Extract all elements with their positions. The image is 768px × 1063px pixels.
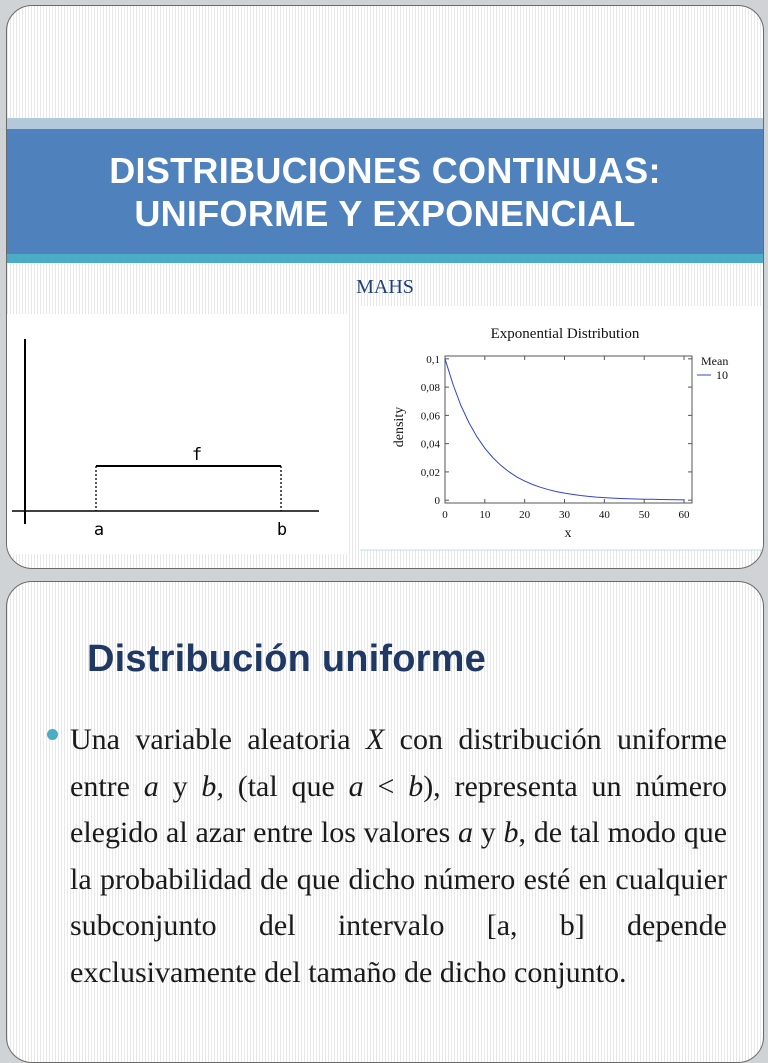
bullet-item (47, 717, 727, 996)
x-tick-label: 10 (479, 509, 491, 521)
legend-title: Mean (701, 354, 729, 368)
uniform-f-label: f (191, 445, 203, 465)
x-tick-label: 40 (598, 509, 610, 521)
content-slide (6, 581, 764, 1063)
uniform-a-label: a (93, 520, 105, 540)
exponential-chart (360, 306, 763, 550)
title-band-bottom (7, 254, 763, 263)
y-tick-label: 0,06 (420, 410, 440, 423)
x-tick-label: 60 (678, 509, 690, 521)
y-tick-label: 0,02 (420, 466, 440, 479)
x-axis-label: x (564, 526, 572, 541)
y-axis-label: density (392, 406, 407, 448)
bullet-icon (47, 729, 58, 740)
figure-svg (7, 306, 763, 556)
title-slide (6, 5, 764, 569)
figure-panel (7, 306, 763, 556)
x-tick-label: 50 (638, 509, 650, 521)
title-line-1: DISTRIBUCIONES CONTINUAS: (109, 149, 661, 191)
x-tick-label: 0 (442, 509, 448, 521)
y-tick-label: 0,1 (426, 353, 440, 366)
author-subtitle: MAHS (356, 276, 414, 298)
uniform-diagram (7, 314, 347, 554)
y-tick-label: 0,08 (420, 382, 440, 395)
y-tick-label: 0,04 (420, 438, 440, 451)
legend-entry-label: 10 (716, 368, 728, 382)
slide-heading: Distribución uniforme (87, 638, 486, 680)
bullet-text: Una variable aleatoria X con distribución uniforme entre a y b, (tal que a < b), representa un número elegido al azar entre los valores a y b, de tal modo que la probabilidad de que dicho número esté en cualquier subconjunto del intervalo [a, b] depende exclusivamente del tamaño de dicho conjunto. (70, 723, 728, 989)
title-band-top (7, 118, 763, 129)
uniform-diagram-bg (7, 314, 347, 554)
y-tick-label: 0 (434, 495, 440, 508)
uniform-b-label: b (276, 520, 288, 540)
title-bar (7, 129, 763, 254)
x-tick-label: 30 (559, 509, 571, 521)
title-line-2: UNIFORME Y EXPONENCIAL (134, 192, 636, 234)
chart-title: Exponential Distribution (490, 326, 640, 342)
x-tick-label: 20 (519, 509, 531, 521)
